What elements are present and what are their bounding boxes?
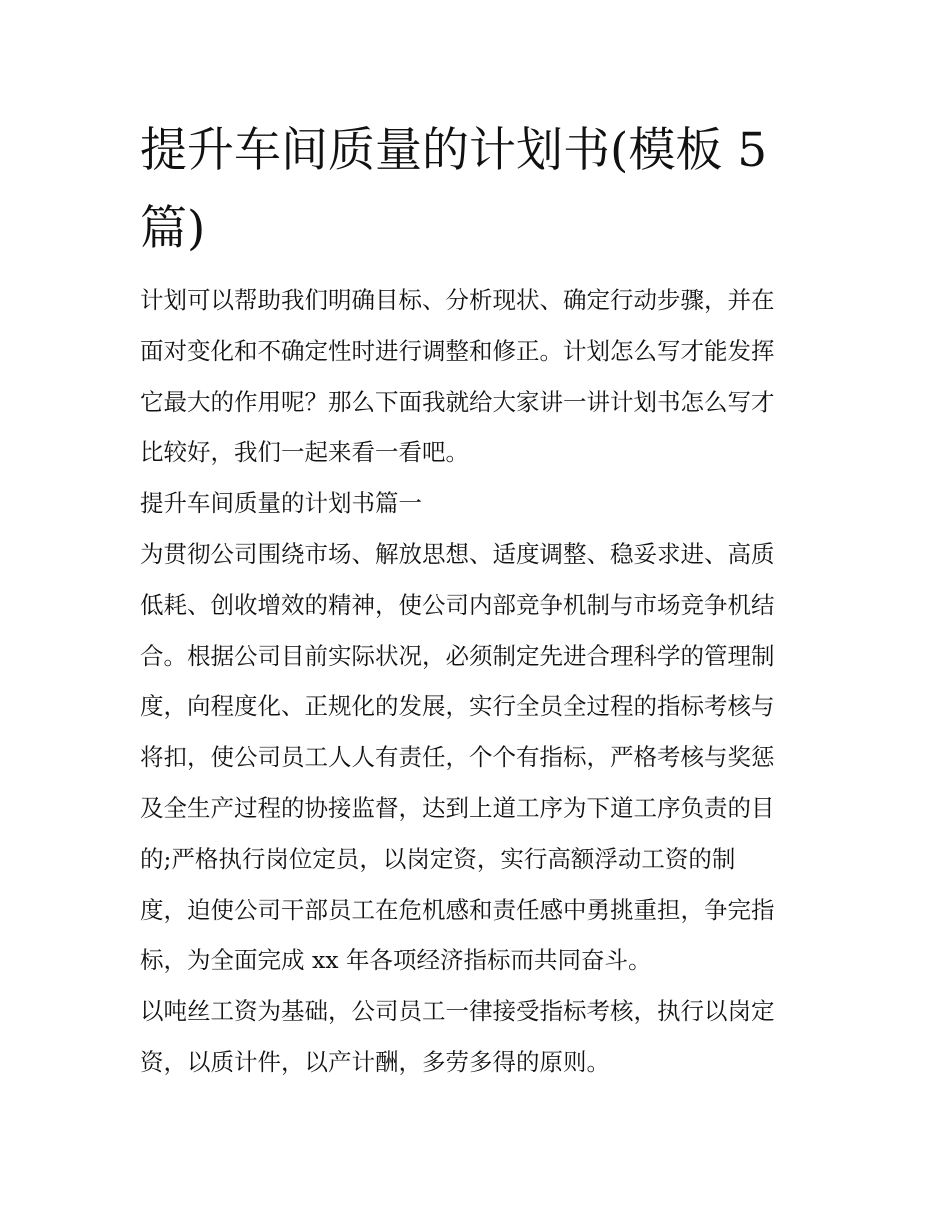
title-line: 提升车间质量的计划书(模板 5 — [140, 123, 768, 178]
paragraph-line: 以吨丝工资为基础，公司员工一律接受指标考核，执行以岗定 — [140, 997, 775, 1026]
paragraph-line: 计划可以帮助我们明确目标、分析现状、确定行动步骤，并在 — [140, 286, 775, 314]
title-line: 篇) — [140, 201, 206, 256]
paragraph-line: 为贯彻公司围绕市场、解放思想、适度调整、稳妥求进、高质 — [140, 539, 775, 568]
paragraph-line: 及全生产过程的协接监督，达到上道工序为下道工序负责的目 — [140, 793, 775, 822]
paragraph-line: 标，为全面完成 xx 年各项经济指标而共同奋斗。 — [140, 946, 652, 975]
paragraph-line: 的;严格执行岗位定员，以岗定资，实行高额浮动工资的制 — [140, 844, 736, 873]
paragraph-line: 将扣，使公司员工人人有责任，个个有指标，严格考核与奖惩 — [140, 743, 775, 772]
paragraph-line: 度，迫使公司干部员工在危机感和责任感中勇挑重担，争完指 — [140, 895, 775, 924]
paragraph-line: 合。根据公司目前实际状况，必须制定先进合理科学的管理制 — [140, 641, 775, 670]
document-title — [140, 112, 767, 268]
section-heading: 提升车间质量的计划书篇一 — [140, 489, 422, 518]
paragraph-line: 资，以质计件，以产计酬，多劳多得的原则。 — [140, 1047, 610, 1076]
paragraph-line: 低耗、创收增效的精神，使公司内部竞争机制与市场竞争机结 — [140, 590, 775, 619]
document-body — [140, 275, 775, 1088]
paragraph-line: 它最大的作用呢？那么下面我就给大家讲一讲计划书怎么写才 — [140, 387, 775, 416]
paragraph-line: 面对变化和不确定性时进行调整和修正。计划怎么写才能发挥 — [140, 336, 775, 365]
paragraph-line: 比较好，我们一起来看一看吧。 — [140, 438, 469, 467]
paragraph-line: 度，向程度化、正规化的发展，实行全员全过程的指标考核与 — [140, 692, 775, 721]
